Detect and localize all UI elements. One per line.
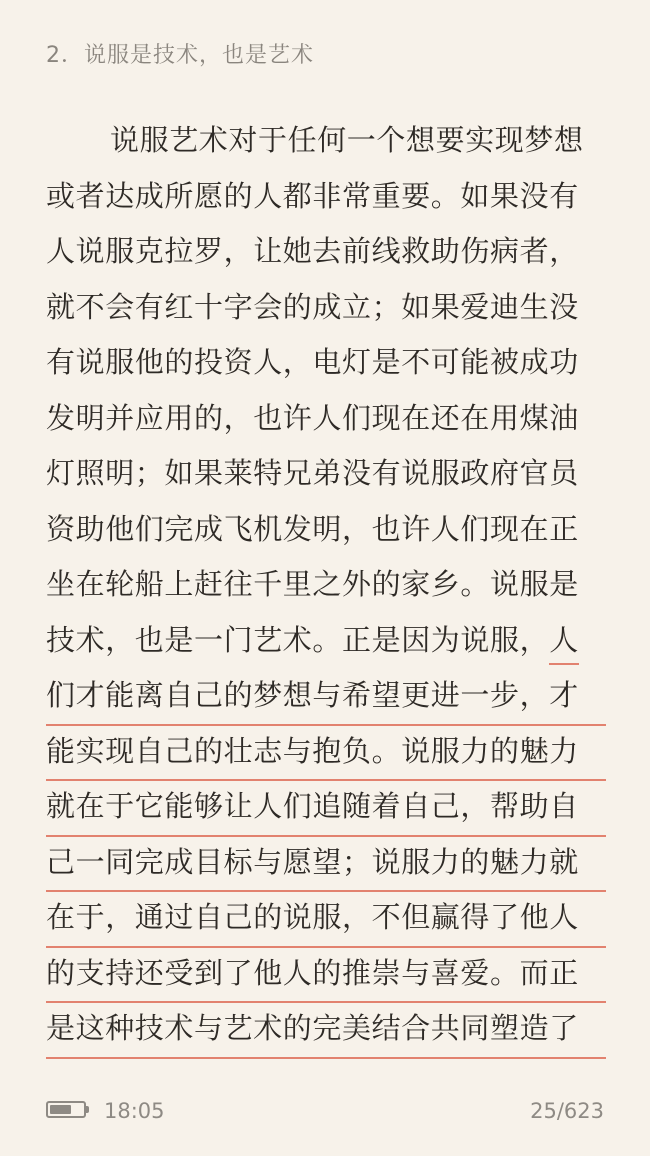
status-footer — [46, 1096, 604, 1126]
highlighted-text-line[interactable]: 在于，通过自己的说服，不但赢得了他人 — [46, 892, 606, 948]
reading-content[interactable] — [46, 115, 606, 1059]
text-line: 说服艺术对于任何一个想要实现梦想 — [110, 123, 584, 157]
battery-icon — [46, 1101, 86, 1118]
highlighted-text-line[interactable]: 就在于它能够让人们追随着自己，帮助自 — [46, 781, 606, 837]
battery-level-fill — [50, 1105, 71, 1114]
text-line: 资助他们完成飞机发明，也许人们现在正 — [46, 511, 579, 546]
highlighted-text-line[interactable]: 能实现自己的壮志与抱负。说服力的魅力 — [46, 726, 606, 782]
highlighted-text-line[interactable]: 是这种技术与艺术的完美结合共同塑造了 — [46, 1003, 606, 1059]
highlighted-text-line[interactable]: 们才能离自己的梦想与希望更进一步，才 — [46, 670, 606, 726]
clock: 18:05 — [104, 1099, 165, 1123]
highlighted-text-line[interactable]: 的支持还受到了他人的推崇与喜爱。而正 — [46, 948, 606, 1004]
text-line: 灯照明；如果莱特兄弟没有说服政府官员 — [46, 456, 579, 490]
highlighted-text-segment[interactable]: 人 — [549, 617, 579, 665]
text-line: 发明并应用的，也许人们现在还在用煤油 — [46, 400, 579, 435]
battery-tip — [86, 1106, 89, 1113]
highlighted-text-line[interactable]: 己一同完成目标与愿望；说服力的魅力就 — [46, 837, 606, 893]
text-line: 人说服克拉罗，让她去前线救助伤病者， — [46, 234, 579, 268]
text-line: 就不会有红十字会的成立；如果爱迪生没 — [46, 289, 579, 324]
page-counter: 25/623 — [530, 1099, 604, 1123]
chapter-title: 2．说服是技术，也是艺术 — [46, 43, 314, 68]
text-line: 有说服他的投资人，电灯是不可能被成功 — [46, 345, 579, 379]
text-line: 或者达成所愿的人都非常重要。如果没有 — [46, 178, 579, 213]
text-line — [46, 615, 606, 671]
text-line: 坐在轮船上赶往千里之外的家乡。说服是 — [46, 567, 579, 601]
text-segment: 技术，也是一门艺术。正是因为说服， — [46, 622, 550, 657]
